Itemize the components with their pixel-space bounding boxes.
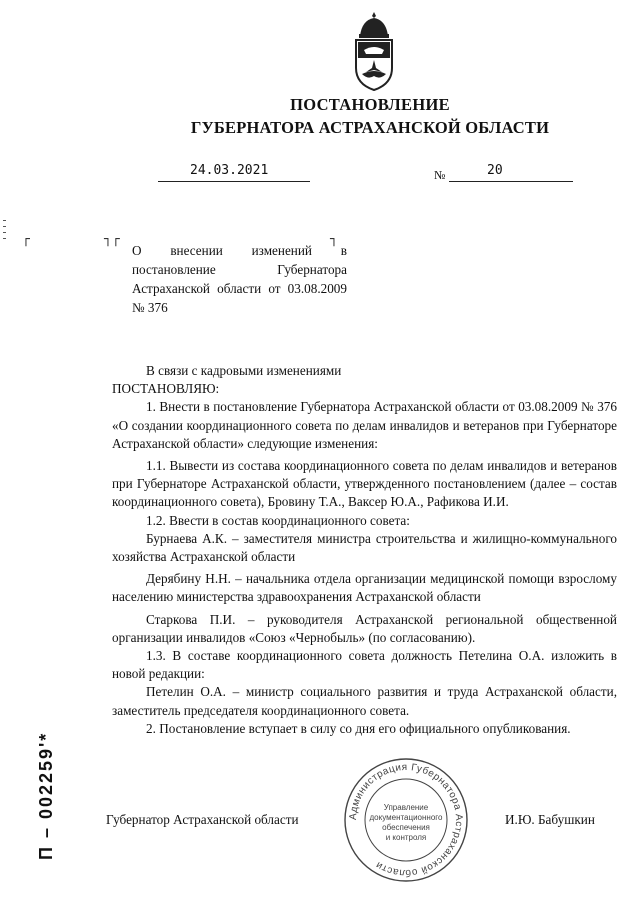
member-deryabina: Дерябину Н.Н. – начальника отдела организации медицинской помощи взрослому населению министерства здравоохранения Астраханской области [112,571,617,605]
stamp-line-1: Управление [383,803,429,812]
corner-mark-subject-left: ┐┌ [104,232,120,247]
document-issuer: ГУБЕРНАТОРА АСТРАХАНСКОЙ ОБЛАСТИ [190,118,550,137]
decree-word: ПОСТАНОВЛЯЮ: [112,381,220,397]
paragraph-1-2: 1.2. Ввести в состав координационного совета: [146,512,410,528]
member-starkov: Старкова П.И. – руководителя Астраханской региональной общественной организации инвалидов «Союз «Чернобыль» (по согласованию). [112,611,617,645]
date-underline [158,181,310,182]
margin-tick [3,238,6,239]
document-subject: О внесении изменений в постановление Губернатора Астраханской области от 03.08.2009 № 376 [132,243,347,315]
corner-mark-subject-right: ┐ [330,232,338,247]
registration-code: П – 002259'* [36,731,56,860]
member-burnaev: Бурнаева А.К. – заместителя министра строительства и жилищно-коммунального хозяйства Астраханской области [112,530,617,565]
stamp-ring-text: Администрация Губернатора Астраханской области [347,761,465,879]
paragraph-2: 2. Постановление вступает в силу со дня его официального опубликования. [146,720,571,736]
document-title: ПОСТАНОВЛЕНИЕ [290,95,450,114]
document-number: 20 [487,163,503,178]
number-underline [449,181,573,182]
signatory-position: Губернатор Астраханской области [106,812,299,827]
intro-paragraph: В связи с кадровыми изменениями [146,363,342,378]
margin-tick [3,232,6,233]
paragraph-1-1: 1.1. Вывести из состава координационного совета по делам инвалидов и ветеранов при Губернаторе Астраханской области, утвержденного постановлением (далее – состав координационного совета), Бровину Т.А., Ваксер Ю.А., Рафикова И.И. [112,458,617,510]
margin-tick [3,220,6,221]
stamp-line-4: и контроля [385,833,427,842]
signatory-name: И.Ю. Бабушкин [505,812,595,827]
paragraph-1-3: 1.3. В составе координационного совета должность Петелина О.А. изложить в новой редакции: [112,648,617,682]
paragraph-1: 1. Внести в постановление Губернатора Астраханской области от 03.08.2009 № 376 «О создании координационного совета по делам инвалидов и ветеранов при Губернаторе Астраханской области» следующие изменения: [112,399,617,451]
document-date: 24.03.2021 [190,163,269,178]
number-sign: № [434,168,446,182]
coat-of-arms-icon [352,10,396,92]
document-body [112,362,617,738]
member-petelin: Петелин О.А. – министр социального развития и труда Астраханской области, заместитель председателя координационного совета. [112,684,617,718]
official-stamp [342,756,470,884]
stamp-line-3: обеспечения [382,823,430,832]
margin-tick [3,226,6,227]
stamp-line-2: документационного [369,813,443,822]
corner-mark-left: ┌ [22,232,30,247]
